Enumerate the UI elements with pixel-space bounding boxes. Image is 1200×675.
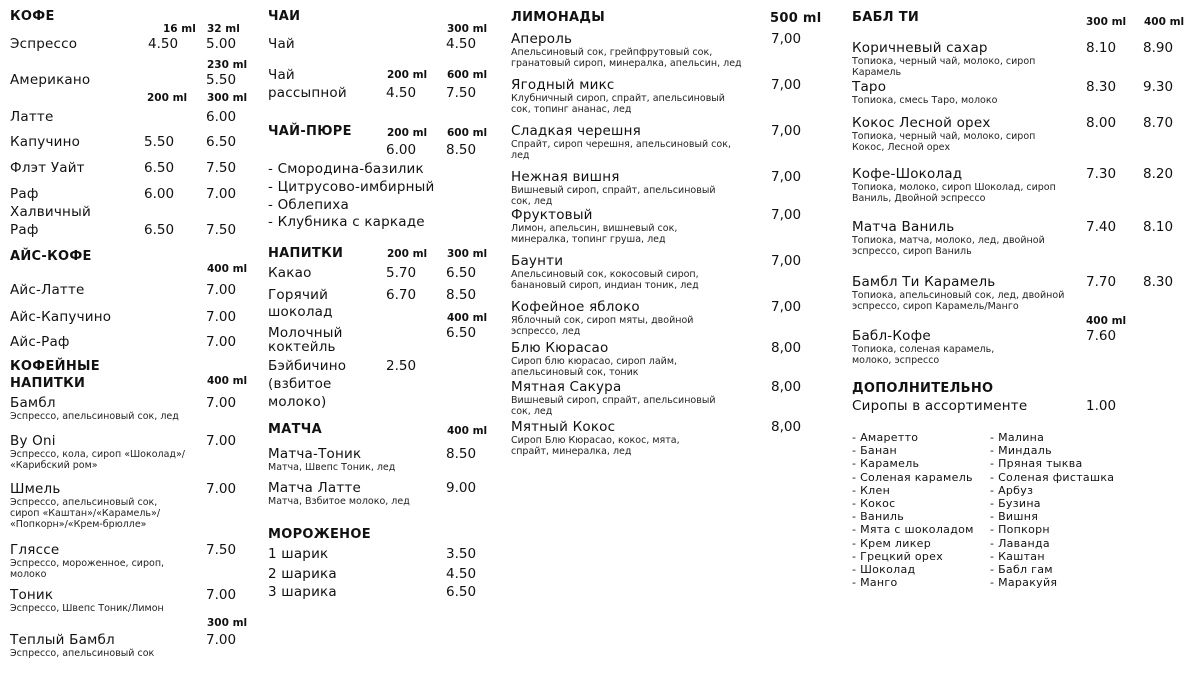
price: 7,00: [771, 77, 802, 93]
syrup-item: - Маракуйя: [990, 576, 1058, 590]
syrup-item: - Попкорн: [990, 523, 1050, 537]
syrup-item: - Мята с шоколадом: [852, 523, 974, 537]
price: 5.70: [386, 265, 417, 281]
item-desc: Топиока, соленая карамель, молоко, эспрессо: [852, 344, 995, 366]
price: 6.70: [386, 287, 417, 303]
syrup-list-2: [990, 431, 1114, 589]
item-desc: Эспрессо, мороженное, сироп, молоко: [10, 558, 165, 580]
item-cappuccino: Капучино: [10, 134, 81, 150]
price: 9.30: [1143, 79, 1174, 95]
item-cocoa: Какао: [268, 265, 312, 281]
price: 8.30: [1143, 274, 1174, 290]
syrup-item: - Клен: [852, 483, 891, 497]
price: 7.50: [206, 542, 237, 558]
price: 8,00: [771, 379, 802, 395]
section-title-tea-puree: ЧАЙ-ПЮРЕ: [268, 124, 352, 139]
item-bubble-tea: Бамбл Ти Карамель: [852, 274, 996, 290]
price: 8.10: [1086, 40, 1117, 56]
item-desc: Эспрессо, апельсиновый сок, лед: [10, 411, 179, 422]
price: 7.00: [206, 433, 237, 449]
item-lemonade: Сладкая черешня: [511, 123, 641, 139]
section-title-icecream: МОРОЖЕНОЕ: [268, 527, 371, 542]
price: 7,00: [771, 253, 802, 269]
price: 7.00: [206, 587, 237, 603]
item-shmel: Шмель: [10, 481, 61, 497]
item-latte: Латте: [10, 109, 54, 125]
item-desc: Вишневый сироп, спрайт, апельсиновый сок, лед: [511, 185, 716, 207]
price: 8.50: [446, 287, 477, 303]
item-hot-chocolate: Горячий: [268, 287, 329, 303]
item-lemonade: Кофейное яблоко: [511, 299, 640, 315]
price: 6.50: [446, 584, 477, 600]
price: 5.50: [144, 134, 175, 150]
syrup-item: - Миндаль: [990, 444, 1052, 458]
syrup-item: - Бабл гам: [990, 563, 1053, 577]
size-label: 400 ml: [1086, 315, 1127, 327]
item-lemonade: Апероль: [511, 31, 573, 47]
price: 3.50: [446, 546, 477, 562]
price: 7,00: [771, 123, 802, 139]
item-desc: Клубничный сироп, спрайт, апельсиновый сок, топинг ананас, лед: [511, 93, 725, 115]
item-lemonade: Баунти: [511, 253, 564, 269]
syrup-item: - Манго: [852, 576, 898, 590]
price: 8.00: [1086, 115, 1117, 131]
price: 5.50: [206, 72, 237, 88]
price: 2.50: [386, 358, 417, 374]
item-desc: Эспрессо, Швепс Тоник/Лимон: [10, 603, 164, 614]
item-desc: Лимон, апельсин, вишневый сок, минералка, топинг груша, лед: [511, 223, 678, 245]
price: 7.00: [206, 481, 237, 497]
price: 7.00: [206, 395, 237, 411]
size-label: 32 ml: [207, 23, 240, 35]
syrup-item: - Пряная тыква: [990, 457, 1083, 471]
size-label: 200 ml: [387, 248, 428, 260]
price: 6.50: [144, 160, 175, 176]
item-desc: Спрайт, сироп черешня, апельсиновый сок, лед: [511, 139, 731, 161]
item-desc: Сироп Блю Кюрасао, кокос, мята, спрайт, минералка, лед: [511, 435, 680, 457]
syrup-item: - Вишня: [990, 510, 1039, 524]
price: 7.50: [206, 160, 237, 176]
price: 8.30: [1086, 79, 1117, 95]
syrup-item: - Крем ликер: [852, 536, 931, 550]
syrup-item: - Соленая карамель: [852, 470, 973, 484]
item-bubble-tea: Коричневый сахар: [852, 40, 988, 56]
item-bubble-tea: Матча Ваниль: [852, 219, 955, 235]
size-label: 300 ml: [207, 617, 248, 629]
syrup-item: - Бузина: [990, 497, 1041, 511]
syrup-list-1: [852, 431, 974, 589]
item-glyase: Гляссе: [10, 542, 60, 558]
item-babycino-line2: (взбитое: [268, 376, 332, 392]
item-matcha-latte: Матча Латте: [268, 480, 361, 496]
size-label: 400 ml: [207, 375, 248, 387]
item-bubble-tea: Таро: [852, 79, 887, 95]
size-label: 300 ml: [1086, 16, 1127, 28]
item-babycino-line3: молоко): [268, 394, 327, 410]
price: 7.60: [1086, 328, 1117, 344]
item-bubble-coffee: Бабл-Кофе: [852, 328, 931, 344]
section-title-coffee-drinks: КОФЕЙНЫЕ: [10, 359, 100, 374]
item-lemonade: Нежная вишня: [511, 169, 620, 185]
price: 6.50: [206, 134, 237, 150]
section-title-coffee: КОФЕ: [10, 9, 55, 24]
price: 8.50: [446, 142, 477, 158]
item-babycino: Бэйбичино: [268, 358, 347, 374]
item-bumble: Бамбл: [10, 395, 56, 411]
syrup-item: - Банан: [852, 444, 897, 458]
section-title-matcha: МАТЧА: [268, 422, 322, 437]
price: 7.30: [1086, 166, 1117, 182]
size-label: 400 ml: [447, 312, 488, 324]
price: 6.50: [446, 325, 477, 341]
price: 8,00: [771, 340, 802, 356]
item-halva-raf: Халвичный: [10, 204, 91, 220]
item-lemonade: Мятный Кокос: [511, 419, 616, 435]
item-halva-raf-line2: Раф: [10, 222, 39, 238]
item-hot-chocolate-line2: шоколад: [268, 304, 333, 320]
price: 8,00: [771, 419, 802, 435]
size-label: 300 ml: [447, 248, 488, 260]
item-espresso: Эспрессо: [10, 36, 78, 52]
item-lemonade: Фруктовый: [511, 207, 593, 223]
price: 7,00: [771, 31, 802, 47]
item-milkshake: Молочный: [268, 325, 343, 341]
size-label: 400 ml: [207, 263, 248, 275]
item-americano: Американо: [10, 72, 91, 88]
item-tonic: Тоник: [10, 587, 54, 603]
price: 7,00: [771, 299, 802, 315]
item-tea: Чай: [268, 36, 295, 52]
item-icecream: 1 шарик: [268, 546, 329, 562]
syrup-item: - Лаванда: [990, 536, 1050, 550]
price: 4.50: [148, 36, 179, 52]
item-lemonade: Ягодный микс: [511, 77, 615, 93]
price: 4.50: [386, 85, 417, 101]
price: 8.70: [1143, 115, 1174, 131]
section-title-ice-coffee: АЙС-КОФЕ: [10, 249, 92, 264]
puree-flavor: - Смородина-базилик: [268, 161, 424, 177]
item-warm-bumble: Теплый Бамбл: [10, 632, 115, 648]
price: 6.00: [144, 186, 175, 202]
size-label: 300 ml: [447, 23, 488, 35]
syrup-item: - Ваниль: [852, 510, 905, 524]
item-desc: Топиока, черный чай, молоко, сироп Карамель: [852, 56, 1036, 78]
syrup-item: - Шоколад: [852, 563, 916, 577]
puree-flavor: - Цитрусово-имбирный: [268, 179, 435, 195]
size-label: 200 ml: [387, 127, 428, 139]
price: 7.00: [206, 309, 237, 325]
item-lemonade: Мятная Сакура: [511, 379, 622, 395]
price: 8.10: [1143, 219, 1174, 235]
price: 6.00: [386, 142, 417, 158]
price: 1.00: [1086, 398, 1117, 414]
price: 6.50: [446, 265, 477, 281]
price: 8.20: [1143, 166, 1174, 182]
item-desc: Вишневый сироп, спрайт, апельсиновый сок, лед: [511, 395, 716, 417]
item-desc: Топиока, черный чай, молоко, сироп Кокос, Лесной орех: [852, 131, 1036, 153]
size-label: 400 ml: [447, 425, 488, 437]
syrup-item: - Грецкий орех: [852, 549, 944, 563]
size-label: 230 ml: [207, 59, 248, 71]
item-desc: Топиока, апельсиновый сок, лед, двойной эспрессо, сироп Карамель/Манго: [852, 290, 1065, 312]
price: 4.50: [446, 566, 477, 582]
puree-flavor: - Клубника с каркаде: [268, 214, 425, 230]
item-desc: Матча, Взбитое молоко, лед: [268, 496, 410, 507]
section-title-coffee-drinks-line2: НАПИТКИ: [10, 376, 86, 391]
price: 5.00: [206, 36, 237, 52]
item-matcha-tonic: Матча-Тоник: [268, 446, 362, 462]
item-desc: Эспрессо, кола, сироп «Шоколад»/ «Карибский ром»: [10, 449, 186, 471]
syrup-item: - Каштан: [990, 549, 1045, 563]
price: 7.40: [1086, 219, 1117, 235]
size-label: 400 ml: [1144, 16, 1185, 28]
section-title-drinks: НАПИТКИ: [268, 246, 344, 261]
syrup-item: - Карамель: [852, 457, 920, 471]
section-title-tea: ЧАИ: [268, 9, 301, 24]
item-desc: Апельсиновый сок, грейпфрутовый сок, гранатовый сироп, минералка, апельсин, лед: [511, 47, 742, 69]
size-label: 600 ml: [447, 69, 488, 81]
syrup-item: - Соленая фисташка: [990, 470, 1115, 484]
price: 6.50: [144, 222, 175, 238]
section-title-bubble-tea: БАБЛ ТИ: [852, 10, 920, 25]
price: 7.50: [206, 222, 237, 238]
item-desc: Топиока, смесь Таро, молоко: [852, 95, 998, 106]
syrup-item: - Малина: [990, 431, 1045, 444]
item-by-oni: By Oni: [10, 433, 56, 449]
price: 7,00: [771, 207, 802, 223]
size-label: 200 ml: [387, 69, 428, 81]
price: 7.50: [446, 85, 477, 101]
item-ice-cappuccino: Айс-Капучино: [10, 309, 112, 325]
price: 7.00: [206, 186, 237, 202]
item-loose-tea: Чай: [268, 67, 295, 83]
item-flat-white: Флэт Уайт: [10, 160, 85, 176]
price: 7.00: [206, 282, 237, 298]
item-milkshake-line2: коктейль: [268, 339, 336, 355]
price: 8.50: [446, 446, 477, 462]
item-lemonade: Блю Кюрасао: [511, 340, 609, 356]
size-label: 200 ml: [147, 92, 188, 104]
syrup-item: - Арбуз: [990, 483, 1034, 497]
price: 7,00: [771, 169, 802, 185]
item-desc: Сироп блю кюрасао, сироп лайм, апельсиновый сок, тоник: [511, 356, 678, 378]
item-desc: Яблочный сок, сироп мяты, двойной эспрессо, лед: [511, 315, 694, 337]
item-bubble-tea: Кокос Лесной орех: [852, 115, 991, 131]
price: 4.50: [446, 36, 477, 52]
price: 8.90: [1143, 40, 1174, 56]
puree-flavor: - Облепиха: [268, 197, 349, 213]
section-title-extras: ДОПОЛНИТЕЛЬНО: [852, 381, 994, 396]
item-desc: Эспрессо, апельсиновый сок: [10, 648, 155, 659]
syrup-item: - Амаретто: [852, 431, 919, 444]
item-icecream: 2 шарика: [268, 566, 337, 582]
item-bubble-tea: Кофе-Шоколад: [852, 166, 963, 182]
size-label: 600 ml: [447, 127, 488, 139]
item-ice-latte: Айс-Латте: [10, 282, 85, 298]
item-raf: Раф: [10, 186, 39, 202]
price: 9.00: [446, 480, 477, 496]
item-desc: Матча, Швепс Тоник, лед: [268, 462, 396, 473]
item-ice-raf: Айс-Раф: [10, 334, 70, 350]
price: 6.00: [206, 109, 237, 125]
item-icecream: 3 шарика: [268, 584, 337, 600]
item-desc: Топиока, матча, молоко, лед, двойной эспрессо, сироп Ваниль: [852, 235, 1045, 257]
item-syrups: Сиропы в ассортименте: [852, 398, 1028, 414]
item-desc: Эспрессо, апельсиновый сок, сироп «Каштан»/«Карамель»/ «Попкорн»/«Крем-брюлле»: [10, 497, 161, 530]
price: 7.00: [206, 632, 237, 648]
item-desc: Топиока, молоко, сироп Шоколад, сироп Ваниль, Двойной эспрессо: [852, 182, 1056, 204]
price: 7.70: [1086, 274, 1117, 290]
size-label: 300 ml: [207, 92, 248, 104]
item-loose-tea-line2: рассыпной: [268, 85, 347, 101]
size-label: 16 ml: [163, 23, 196, 35]
price: 7.00: [206, 334, 237, 350]
size-label: 500 ml: [770, 11, 822, 26]
section-title-lemonades: ЛИМОНАДЫ: [511, 10, 606, 25]
item-desc: Апельсиновый сок, кокосовый сироп, банановый сироп, индиан тоник, лед: [511, 269, 699, 291]
syrup-item: - Кокос: [852, 497, 896, 511]
